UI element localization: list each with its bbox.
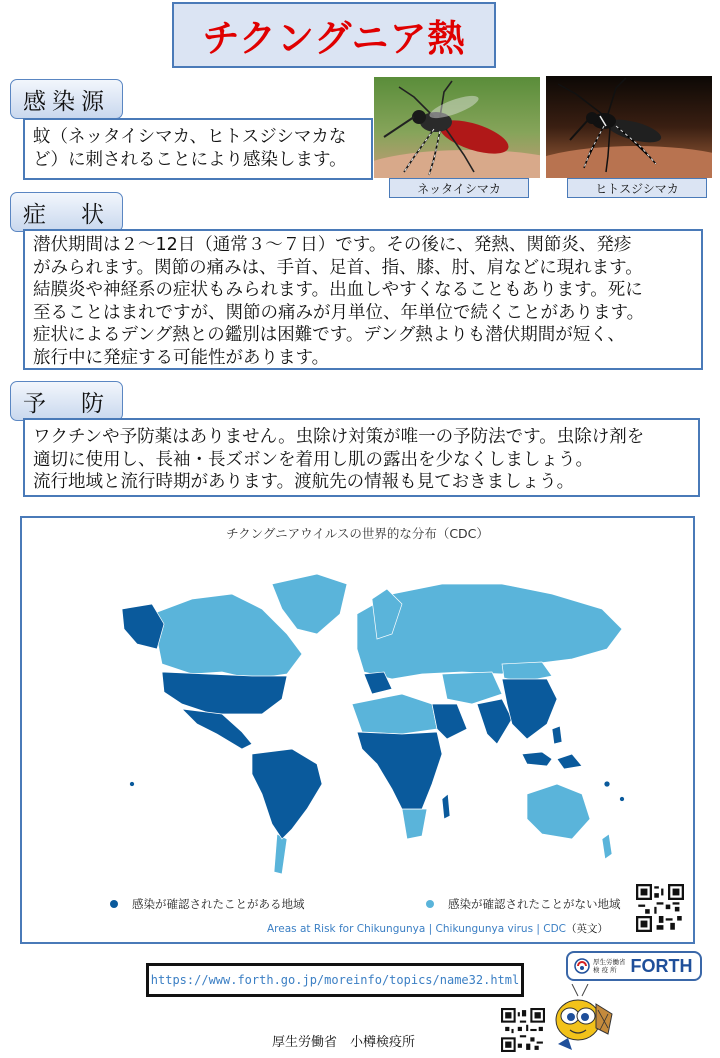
albopictus-caption [567, 178, 707, 198]
text-line: 流行地域と流行時期があります。渡航先の情報も見ておきましょう。 [33, 472, 575, 492]
section-heading-prevention [10, 381, 123, 421]
heading-label: 感染源 [23, 88, 110, 115]
forth-emblem-icon [574, 958, 590, 974]
source-note: （英文） [566, 923, 609, 935]
forth-small-label [593, 958, 626, 974]
qr-code-icon[interactable] [636, 884, 684, 932]
text-line: 適切に使用し、長袖・長ズボンを着用し肌の露出を少なくしましょう。 [33, 449, 593, 470]
legend-label: 感染が確認されたことがある地域 [132, 897, 305, 911]
heading-label: 症 状 [23, 201, 110, 228]
caption-label: ヒトスジシマカ [595, 181, 679, 196]
legend-dot-icon [426, 900, 434, 908]
page-title: チクングニア熱 [202, 17, 466, 60]
symptoms-text-box [23, 229, 703, 370]
legend-label: 感染が確認されたことがない地域 [448, 897, 621, 911]
text-line: ワクチンや予防薬はありません。虫除け対策が唯一の予防法です。虫除け剤を [33, 427, 645, 447]
text-line: 症状によるデング熱との鑑別は困難です。デング熱よりも潜伏期間が短く、 [33, 325, 625, 345]
legend-confirmed [110, 896, 305, 912]
text-line: 潜伏期間は２～12日（通常３～７日）です。その後に、発熱、関節炎、発疹 [33, 235, 632, 255]
heading-label: 予 防 [23, 390, 110, 417]
url-text[interactable]: https://www.forth.go.jp/moreinfo/topics/name32.html [150, 973, 520, 987]
section-heading-symptoms [10, 192, 123, 232]
aegypti-photo [374, 77, 540, 178]
forth-small-bottom: 検 疫 所 [593, 966, 617, 974]
forth-brand: FORTH [630, 955, 693, 976]
world-map [102, 554, 642, 884]
map-title: チクングニアウイルスの世界的な分布（CDC） [226, 526, 489, 541]
forth-small-top: 厚生労働省 [593, 958, 626, 966]
source-text-box [23, 118, 373, 180]
text-line: ど）に刺されることにより感染します。 [33, 149, 347, 170]
albopictus-photo [546, 76, 712, 178]
footer-organization: 厚生労働省 小樽検疫所 [272, 1035, 416, 1050]
cdc-source-link[interactable] [267, 921, 608, 936]
text-line: 旅行中に発症する可能性があります。 [33, 347, 330, 368]
qr-code-bottom-icon[interactable] [501, 1008, 545, 1052]
legend-dot-icon [110, 900, 118, 908]
url-link-box[interactable] [146, 963, 524, 997]
legend-not-confirmed [426, 896, 621, 912]
text-line: 蚊（ネッタイシマカ、ヒトスジシマカな [33, 127, 347, 147]
prevention-text-box [23, 418, 700, 497]
caption-label: ネッタイシマカ [417, 181, 501, 196]
section-heading-source [10, 79, 123, 119]
text-line: 至ることはまれですが、関節の痛みが月単位、年単位で続くことがあります。 [33, 302, 645, 323]
text-line: 結膜炎や神経系の症状もみられます。出血しやすくなることもあります。死に [33, 280, 643, 300]
title-banner [172, 2, 496, 68]
world-map-panel [20, 516, 695, 944]
source-link-text[interactable]: Areas at Risk for Chikungunya | Chikungunya virus | CDC [267, 923, 567, 935]
text-line: がみられます。関節の痛みは、手首、足首、指、膝、肘、肩などに現れます。 [33, 257, 643, 278]
mosquito-mascot-icon [548, 984, 614, 1054]
aegypti-caption [389, 178, 529, 198]
forth-logo [566, 951, 702, 981]
